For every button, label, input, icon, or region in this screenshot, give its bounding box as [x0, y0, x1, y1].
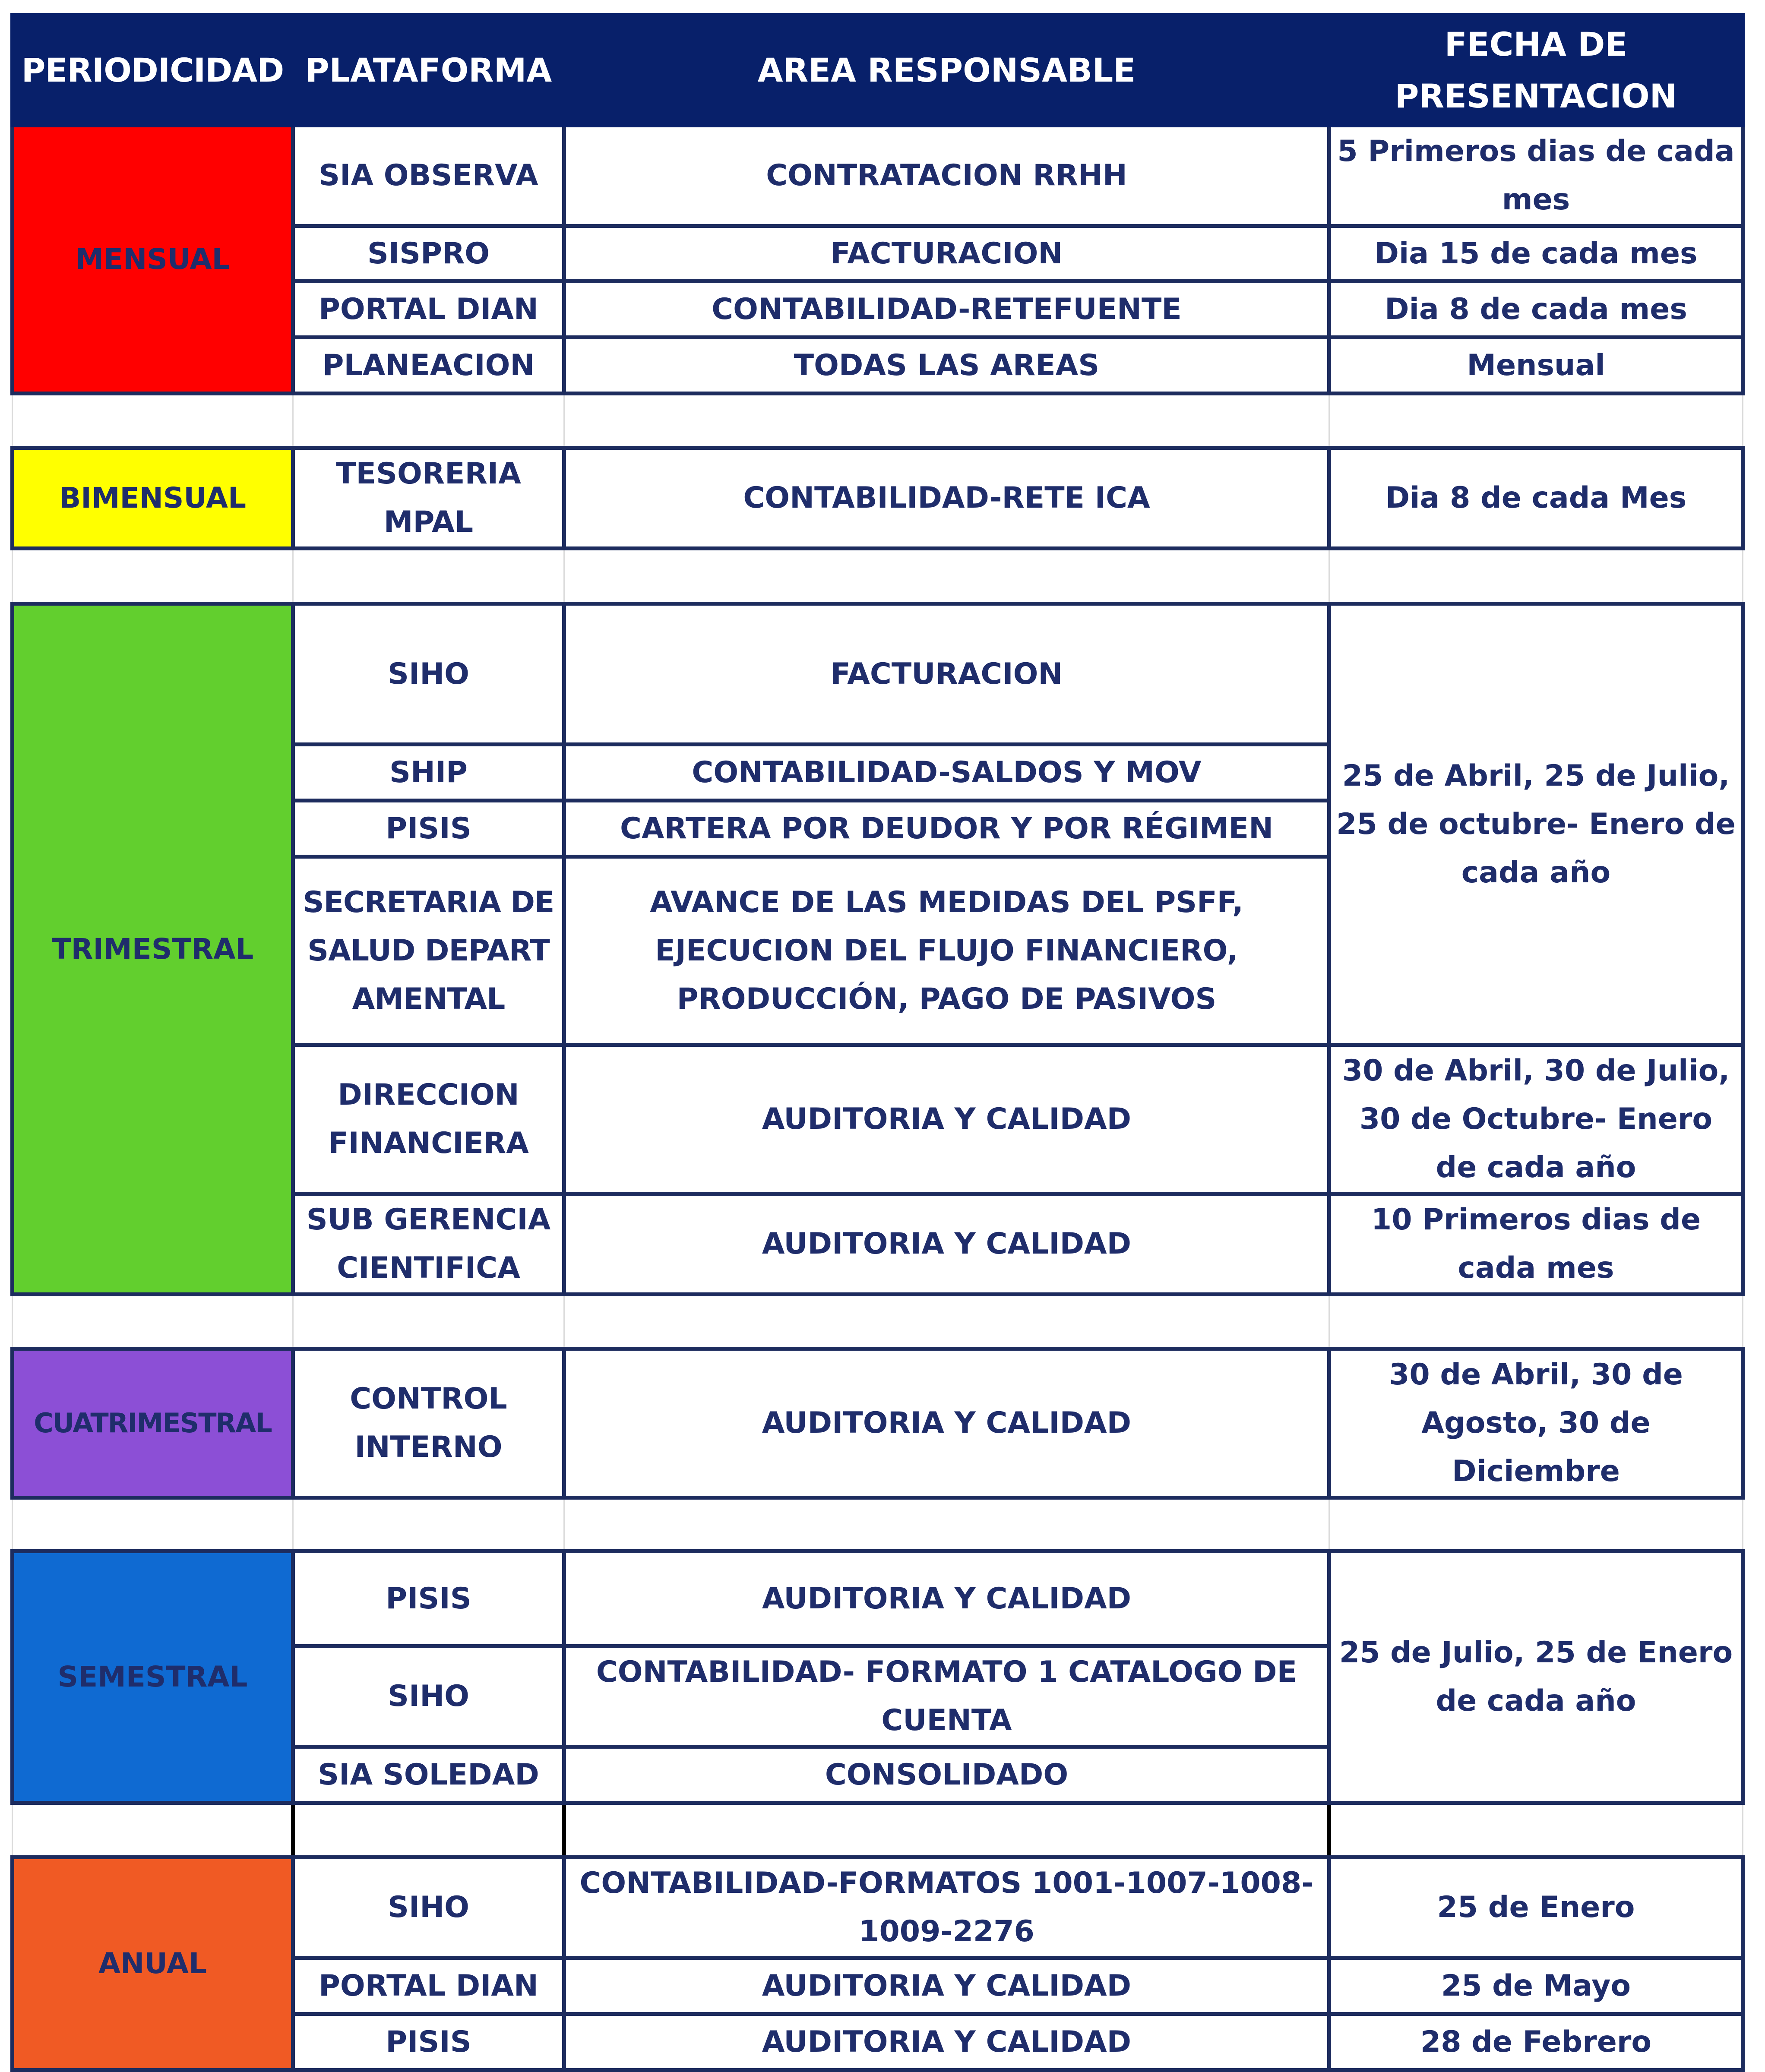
area-cell: AUDITORIA Y CALIDAD	[564, 1958, 1329, 2014]
plataforma-cell: SECRETARIA DE SALUD DEPARTAMENTAL	[293, 857, 564, 1045]
fecha-cell-shared: 25 de Julio, 25 de Enero de cada año	[1329, 1551, 1743, 1803]
periodicidad-bimensual: BIMENSUAL	[13, 448, 293, 549]
periodicidad-mensual: MENSUAL	[13, 126, 293, 394]
area-cell: CONTABILIDAD-FORMATOS 1001-1007-1008-1009-2276	[564, 1857, 1329, 1958]
fecha-cell: 28 de Febrero	[1329, 2014, 1743, 2070]
fecha-cell: 25 de Mayo	[1329, 1958, 1743, 2014]
spacer-row	[13, 1803, 1743, 1857]
area-cell: AUDITORIA Y CALIDAD	[564, 1551, 1329, 1646]
spacer-row	[13, 549, 1743, 604]
plataforma-cell: SIHO	[293, 1857, 564, 1958]
plataforma-cell: TESORERIA MPAL	[293, 448, 564, 549]
table-row	[13, 604, 1743, 745]
periodicidad-trimestral: TRIMESTRAL	[13, 604, 293, 1295]
spacer-row	[13, 394, 1743, 448]
plataforma-cell: SIA OBSERVA	[293, 126, 564, 226]
plataforma-cell: DIRECCION FINANCIERA	[293, 1045, 564, 1194]
schedule-wrapper	[10, 13, 1745, 2072]
fecha-cell: Dia 8 de cada Mes	[1329, 448, 1743, 549]
fecha-cell: 30 de Abril, 30 de Julio, 30 de Octubre- Enero de cada año	[1329, 1045, 1743, 1194]
plataforma-cell: SIHO	[293, 1646, 564, 1747]
area-cell: CONTABILIDAD- FORMATO 1 CATALOGO DE CUENTA	[564, 1646, 1329, 1747]
table-row	[13, 1349, 1743, 1498]
area-cell: AUDITORIA Y CALIDAD	[564, 1194, 1329, 1295]
fecha-cell: Dia 15 de cada mes	[1329, 226, 1743, 281]
reporting-schedule-table	[10, 13, 1745, 2072]
area-cell: CONTABILIDAD-RETEFUENTE	[564, 281, 1329, 338]
table-row	[13, 1551, 1743, 1646]
header-plataforma: PLATAFORMA	[293, 15, 564, 126]
fecha-cell: 10 Primeros dias de cada mes	[1329, 1194, 1743, 1295]
area-cell: AVANCE DE LAS MEDIDAS DEL PSFF, EJECUCION DEL FLUJO FINANCIERO, PRODUCCIÓN, PAGO DE PASIVOS	[564, 857, 1329, 1045]
plataforma-cell: SIHO	[293, 604, 564, 745]
plataforma-cell: PORTAL DIAN	[293, 281, 564, 338]
area-cell: AUDITORIA Y CALIDAD	[564, 1349, 1329, 1498]
table-row	[13, 126, 1743, 226]
plataforma-cell: SIA SOLEDAD	[293, 1747, 564, 1803]
spacer-row	[13, 1295, 1743, 1349]
table-row	[13, 1857, 1743, 1958]
plataforma-cell: CONTROL INTERNO	[293, 1349, 564, 1498]
fecha-cell: 5 Primeros dias de cada mes	[1329, 126, 1743, 226]
header-fecha-presentacion: FECHA DE PRESENTACION	[1329, 15, 1743, 126]
plataforma-cell: PORTAL DIAN	[293, 1958, 564, 2014]
area-cell: CONTABILIDAD-RETE ICA	[564, 448, 1329, 549]
spacer-row	[13, 1498, 1743, 1551]
area-cell: TODAS LAS AREAS	[564, 338, 1329, 394]
area-cell: CONTABILIDAD-SALDOS Y MOV	[564, 745, 1329, 801]
area-cell: AUDITORIA Y CALIDAD	[564, 2014, 1329, 2070]
plataforma-cell: SISPRO	[293, 226, 564, 281]
area-cell: CONTRATACION RRHH	[564, 126, 1329, 226]
area-cell: FACTURACION	[564, 604, 1329, 745]
fecha-cell: 30 de Abril, 30 de Agosto, 30 de Diciembre	[1329, 1349, 1743, 1498]
periodicidad-cuatrimestral: CUATRIMESTRAL	[13, 1349, 293, 1498]
header-row	[13, 15, 1743, 126]
area-cell: CONSOLIDADO	[564, 1747, 1329, 1803]
plataforma-cell: PISIS	[293, 1551, 564, 1646]
area-cell: AUDITORIA Y CALIDAD	[564, 1045, 1329, 1194]
plataforma-cell: SUB GERENCIA CIENTIFICA	[293, 1194, 564, 1295]
fecha-cell: Mensual	[1329, 338, 1743, 394]
header-area-responsable: AREA RESPONSABLE	[564, 15, 1329, 126]
area-cell: CARTERA POR DEUDOR Y POR RÉGIMEN	[564, 801, 1329, 857]
periodicidad-semestral: SEMESTRAL	[13, 1551, 293, 1803]
fecha-cell: 25 de Enero	[1329, 1857, 1743, 1958]
table-row	[13, 448, 1743, 549]
plataforma-cell: PISIS	[293, 2014, 564, 2070]
header-periodicidad: PERIODICIDAD	[13, 15, 293, 126]
fecha-cell: Dia 8 de cada mes	[1329, 281, 1743, 338]
area-cell: FACTURACION	[564, 226, 1329, 281]
plataforma-cell: PLANEACION	[293, 338, 564, 394]
plataforma-cell: SHIP	[293, 745, 564, 801]
periodicidad-anual: ANUAL	[13, 1857, 293, 2070]
fecha-cell-shared: 25 de Abril, 25 de Julio, 25 de octubre- Enero de cada año	[1329, 604, 1743, 1045]
plataforma-cell: PISIS	[293, 801, 564, 857]
